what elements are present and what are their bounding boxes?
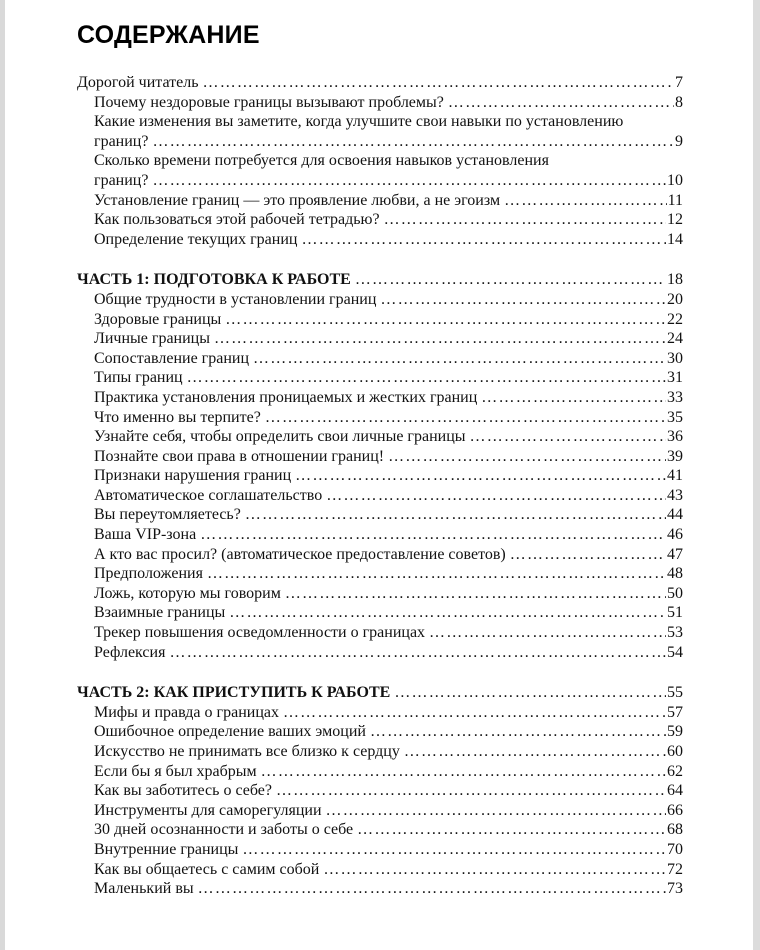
toc-page-number: 62 <box>667 762 683 780</box>
toc-page-number: 59 <box>667 723 683 741</box>
toc-page-number: 20 <box>667 290 683 308</box>
toc-entry-label: Личные границы <box>94 330 210 348</box>
toc-entry[interactable] <box>77 820 683 840</box>
toc-part-1 <box>77 270 683 662</box>
toc-entry[interactable] <box>77 643 683 663</box>
toc-entry-label: Познайте свои права в отношении границ! <box>94 447 385 465</box>
toc-entry-label: ЧАСТЬ 1: ПОДГОТОВКА К РАБОТЕ <box>77 271 351 289</box>
dot-leader <box>200 525 666 545</box>
toc-entry-label: Вы переутомляетесь? <box>94 506 241 524</box>
toc-page-number: 33 <box>667 388 683 406</box>
dot-leader <box>245 505 666 525</box>
toc-entry[interactable] <box>77 860 683 880</box>
toc-page-number: 47 <box>667 545 683 563</box>
toc-entry[interactable] <box>77 388 683 408</box>
toc-entry[interactable] <box>77 310 683 330</box>
dot-leader <box>470 427 666 447</box>
toc-entry-label: Общие трудности в установлении границ <box>94 290 377 308</box>
toc-entry[interactable] <box>77 93 683 113</box>
table-of-contents <box>77 73 683 899</box>
toc-entry[interactable] <box>77 879 683 899</box>
toc-entry-label: Дорогой читатель <box>77 74 199 91</box>
toc-page-number: 50 <box>667 584 683 602</box>
toc-page-number: 30 <box>667 349 683 367</box>
toc-entry-label: Признаки нарушения границ <box>94 467 292 485</box>
toc-entry-label: Если бы я был храбрым <box>94 762 257 780</box>
toc-entry[interactable] <box>77 703 683 723</box>
dot-leader <box>357 820 666 840</box>
toc-entry-label: Трекер повышения осведомленности о границах <box>94 624 426 642</box>
toc-entry[interactable] <box>77 742 683 762</box>
toc-entry[interactable] <box>77 466 683 486</box>
toc-entry-label-line1[interactable]: Сколько времени потребуется для освоения навыков установления <box>94 152 549 170</box>
dot-leader <box>301 230 666 250</box>
toc-page-number: 43 <box>667 486 683 504</box>
toc-entry[interactable] <box>77 349 683 369</box>
toc-entry-label: Предположения <box>94 565 203 583</box>
dot-leader <box>253 349 666 369</box>
toc-entry-label: Сопоставление границ <box>94 349 250 367</box>
toc-page-number: 31 <box>667 369 683 387</box>
toc-entry[interactable] <box>77 210 683 230</box>
toc-entry-label: ЧАСТЬ 2: КАК ПРИСТУПИТЬ К РАБОТЕ <box>77 684 391 702</box>
toc-page-number: 46 <box>667 526 683 544</box>
toc-entry[interactable] <box>77 840 683 860</box>
toc-entry-label-line1[interactable]: Какие изменения вы заметите, когда улучшите свои навыки по установлению <box>94 113 624 131</box>
dot-leader <box>448 93 674 113</box>
toc-entry-intro[interactable] <box>77 73 683 93</box>
toc-entry[interactable] <box>77 329 683 349</box>
dot-leader <box>323 860 666 880</box>
dot-leader <box>261 762 666 782</box>
toc-page-number: 51 <box>667 604 683 622</box>
toc-entry[interactable] <box>77 447 683 467</box>
toc-page-number: 24 <box>667 330 683 348</box>
dot-leader <box>242 840 666 860</box>
toc-page-number: 22 <box>667 310 683 328</box>
toc-page-number: 54 <box>667 643 683 661</box>
toc-entry-label: Почему нездоровые границы вызывают проблемы? <box>94 93 444 111</box>
toc-entry-label: Узнайте себя, чтобы определить свои личные границы <box>94 428 466 446</box>
toc-entry[interactable] <box>77 584 683 604</box>
toc-entry-label: Типы границ <box>94 369 183 387</box>
dot-leader <box>504 191 667 211</box>
dot-leader <box>370 722 666 742</box>
toc-entry-label: Определение текущих границ <box>94 230 298 248</box>
dot-leader <box>203 73 675 93</box>
section-gap <box>77 662 683 683</box>
toc-entry-label: Мифы и правда о границах <box>94 703 279 721</box>
toc-entry-label: Ошибочное определение ваших эмоций <box>94 723 366 741</box>
toc-page-number: 53 <box>667 624 683 642</box>
toc-entry-label: Рефлексия <box>94 643 166 661</box>
toc-entry[interactable] <box>77 781 683 801</box>
dot-leader <box>169 643 666 663</box>
dot-leader <box>187 368 666 388</box>
dot-leader <box>152 171 666 191</box>
toc-page-number: 66 <box>667 801 683 819</box>
toc-entry[interactable] <box>77 801 683 821</box>
toc-entry[interactable] <box>77 525 683 545</box>
toc-entry-label: Ваша VIP-зона <box>94 526 197 544</box>
toc-entry[interactable] <box>77 191 683 211</box>
toc-page-number: 64 <box>667 782 683 800</box>
toc-page-number: 73 <box>667 880 683 898</box>
toc-entry[interactable] <box>77 132 683 152</box>
toc-part-2 <box>77 683 683 899</box>
toc-entry-label: Как вы заботитесь о себе? <box>94 782 272 800</box>
toc-entry-label: Искусство не принимать все близко к сердцу <box>94 743 400 760</box>
dot-leader <box>295 466 666 486</box>
dot-leader <box>388 447 666 467</box>
dot-leader <box>283 703 666 723</box>
toc-entry-label: Маленький вы <box>94 880 194 898</box>
toc-entry-label: Как пользоваться этой рабочей тетрадью? <box>94 211 380 229</box>
page-edge-right <box>753 0 760 950</box>
dot-leader <box>404 742 666 762</box>
dot-leader <box>265 408 666 428</box>
toc-entry[interactable] <box>77 171 683 191</box>
dot-leader <box>384 210 666 230</box>
dot-leader <box>214 329 666 349</box>
dot-leader <box>326 801 666 821</box>
dot-leader <box>355 270 666 290</box>
toc-entry[interactable] <box>77 603 683 623</box>
toc-page-number: 14 <box>667 230 683 248</box>
dot-leader <box>276 781 666 801</box>
toc-entry[interactable] <box>77 505 683 525</box>
toc-entry-label: Как вы общаетесь с самим собой <box>94 860 320 878</box>
section-gap <box>77 249 683 270</box>
dot-leader <box>225 310 666 330</box>
toc-page-number: 55 <box>667 684 683 702</box>
dot-leader <box>285 584 666 604</box>
toc-entry[interactable] <box>77 408 683 428</box>
toc-entry-label: Взаимные границы <box>94 604 226 622</box>
dot-leader <box>198 879 666 899</box>
toc-entry[interactable] <box>77 623 683 643</box>
toc-entry-label: Инструменты для саморегуляции <box>94 801 322 819</box>
toc-entry[interactable] <box>77 427 683 447</box>
toc-entry-label: Ложь, которую мы говорим <box>94 584 281 602</box>
toc-page-number: 60 <box>667 743 683 760</box>
toc-page-number: 35 <box>667 408 683 426</box>
page-edge-left <box>0 0 5 950</box>
toc-entry-label: Практика установления проницаемых и жестких границ <box>94 388 478 406</box>
toc-part-heading[interactable] <box>77 683 683 703</box>
toc-entry-label: границ? <box>94 171 149 189</box>
toc-page-number: 68 <box>667 821 683 839</box>
toc-entry-label: 30 дней осознанности и заботы о себе <box>94 821 354 839</box>
dot-leader <box>152 132 674 152</box>
toc-page-number: 70 <box>667 840 683 858</box>
toc-page-number: 39 <box>667 447 683 465</box>
toc-entry-label: А кто вас просил? (автоматическое предоставление советов) <box>94 545 506 563</box>
toc-entry-label: Автоматическое соглашательство <box>94 486 323 504</box>
toc-page-number: 18 <box>667 271 683 289</box>
toc-entry[interactable] <box>77 722 683 742</box>
toc-entry[interactable] <box>77 762 683 782</box>
toc-entry-label: Здоровые границы <box>94 310 222 328</box>
toc-page-number: 57 <box>667 703 683 721</box>
toc-entry[interactable] <box>77 545 683 565</box>
dot-leader <box>380 290 666 310</box>
toc-entry-label: Что именно вы терпите? <box>94 408 261 426</box>
toc-page-number: 11 <box>667 191 683 209</box>
dot-leader <box>429 623 666 643</box>
dot-leader <box>394 683 666 703</box>
toc-entry-label: Установление границ — это проявление любви, а не эгоизм <box>94 191 501 209</box>
toc-page-number: 44 <box>667 506 683 524</box>
dot-leader <box>510 545 666 565</box>
toc-page-number: 12 <box>667 211 683 229</box>
toc-entry[interactable] <box>77 564 683 584</box>
toc-page-number: 48 <box>667 565 683 583</box>
toc-page-number: 36 <box>667 428 683 446</box>
toc-entry-label: границ? <box>94 132 149 150</box>
toc-entry[interactable] <box>77 368 683 388</box>
toc-page-number: 72 <box>667 860 683 878</box>
toc-entry[interactable] <box>77 230 683 250</box>
dot-leader <box>229 603 666 623</box>
toc-entry[interactable] <box>77 290 683 310</box>
dot-leader <box>207 564 666 584</box>
toc-part-heading[interactable] <box>77 270 683 290</box>
page-title: СОДЕРЖАНИЕ <box>77 21 260 49</box>
toc-page-number: 8 <box>675 93 683 111</box>
toc-entry[interactable] <box>77 486 683 506</box>
toc-page-number: 7 <box>675 74 683 91</box>
toc-page-number: 9 <box>675 132 683 150</box>
dot-leader <box>481 388 666 408</box>
toc-page-number: 10 <box>667 171 683 189</box>
toc-entry-label: Внутренние границы <box>94 840 239 858</box>
toc-page-number: 41 <box>667 467 683 485</box>
dot-leader <box>326 486 666 506</box>
